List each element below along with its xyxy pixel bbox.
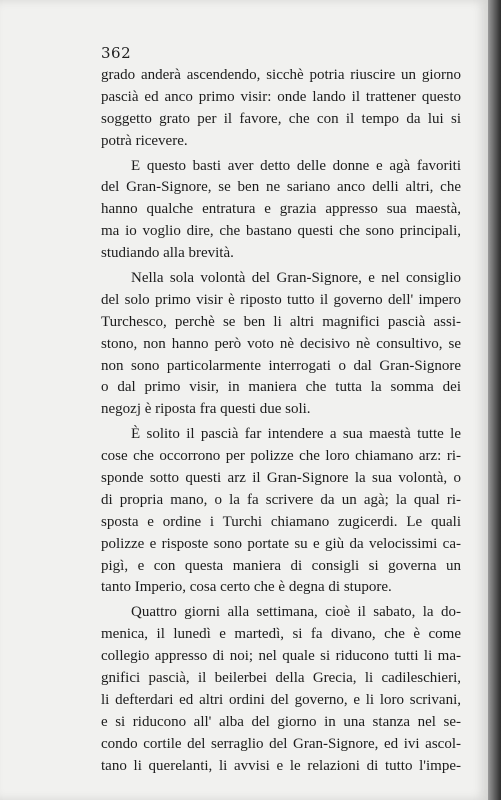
text-line: Turchesco, perchè se ben li altri magnifici pascià assi-	[101, 313, 461, 330]
text-line: del Gran-Signore, se ben ne sariano anco delli altri, che	[101, 179, 461, 196]
text-line: menica, il lunedì e martedì, si fa divano, che è come	[101, 626, 461, 643]
text-line: potrà ricevere.	[101, 132, 188, 149]
text-line: del solo primo visir è riposto tutto il governo dell' impero	[101, 291, 461, 308]
text-line: È solito il pascià far intendere a sua maestà tutte le	[131, 426, 461, 443]
text-line: studiando alla brevità.	[101, 245, 234, 262]
text-line: cose che occorrono per polizze che loro chiamano arz: ri-	[101, 448, 461, 465]
text-line: soggetto grato per il favore, che con il tempo da lui si	[101, 110, 461, 127]
page-edge	[488, 0, 501, 800]
text-line: Quattro giorni alla settimana, cioè il sabato, la do-	[131, 604, 461, 621]
text-line: tano li querelanti, li avvisi e le relazioni di tutto l'impe-	[101, 757, 461, 774]
text-line: grado anderà ascendendo, sicchè potria riuscire un giorno	[101, 67, 461, 83]
text-line: tanto Imperio, cosa certo che è degna di stupore.	[101, 579, 392, 596]
text-line: o dal primo visir, in maniera che tutta la somma dei	[101, 379, 461, 396]
text-line: Nella sola volontà del Gran-Signore, e nel consiglio	[131, 270, 461, 287]
text-line: e si riducono all' alba del giorno in una stanza nel se-	[101, 713, 461, 730]
text-line: condo cortile del serraglio del Gran-Signore, ed ivi ascol-	[101, 735, 461, 752]
text-line: gnifici pascià, il beilerbei della Grecia, li cadileschieri,	[101, 670, 461, 687]
text-line: E questo basti aver detto delle donne e agà favoriti	[131, 157, 461, 174]
text-line: stono, non hanno però voto nè decisivo nè consultivo, se	[101, 335, 461, 352]
page-number: 362	[101, 44, 132, 62]
text-line: negozj è riposta fra questi due soli.	[101, 401, 311, 418]
paragraph	[101, 602, 461, 777]
text-line: sponde sotto questi arz il Gran-Signore la sua volontà, o	[101, 470, 461, 487]
text-line: pigì, e con questa maniera di consigli si governa un	[101, 557, 461, 574]
paragraph	[101, 65, 461, 153]
text-line: di propria mano, o la fa scrivere da un agà; la qual ri-	[101, 491, 461, 508]
paragraph	[101, 424, 461, 599]
text-line: sposta e ordine i Turchi chiamano zugicerdi. Le quali	[101, 513, 461, 530]
text-line: li defterdari ed altri ordini del governo, e li loro scrivani,	[101, 691, 461, 708]
paragraph	[101, 268, 461, 421]
text-line: polizze e risposte sono portate su e giù da velocissimi ca-	[101, 535, 461, 552]
text-line: ma io voglio dire, che bastano questi che sono principali,	[101, 223, 461, 240]
text-line: collegio appresso di noi; nel quale si riducono tutti li ma-	[101, 648, 461, 665]
text-line: hanno qualche entratura e grazia appresso sua maestà,	[101, 201, 461, 218]
page-text	[101, 65, 461, 781]
text-line: non sono particolarmente interrogati o dal Gran-Signore	[101, 357, 461, 374]
text-line: pascià ed anco primo visir: onde lando il trattener questo	[101, 88, 461, 105]
paragraph	[101, 156, 461, 265]
